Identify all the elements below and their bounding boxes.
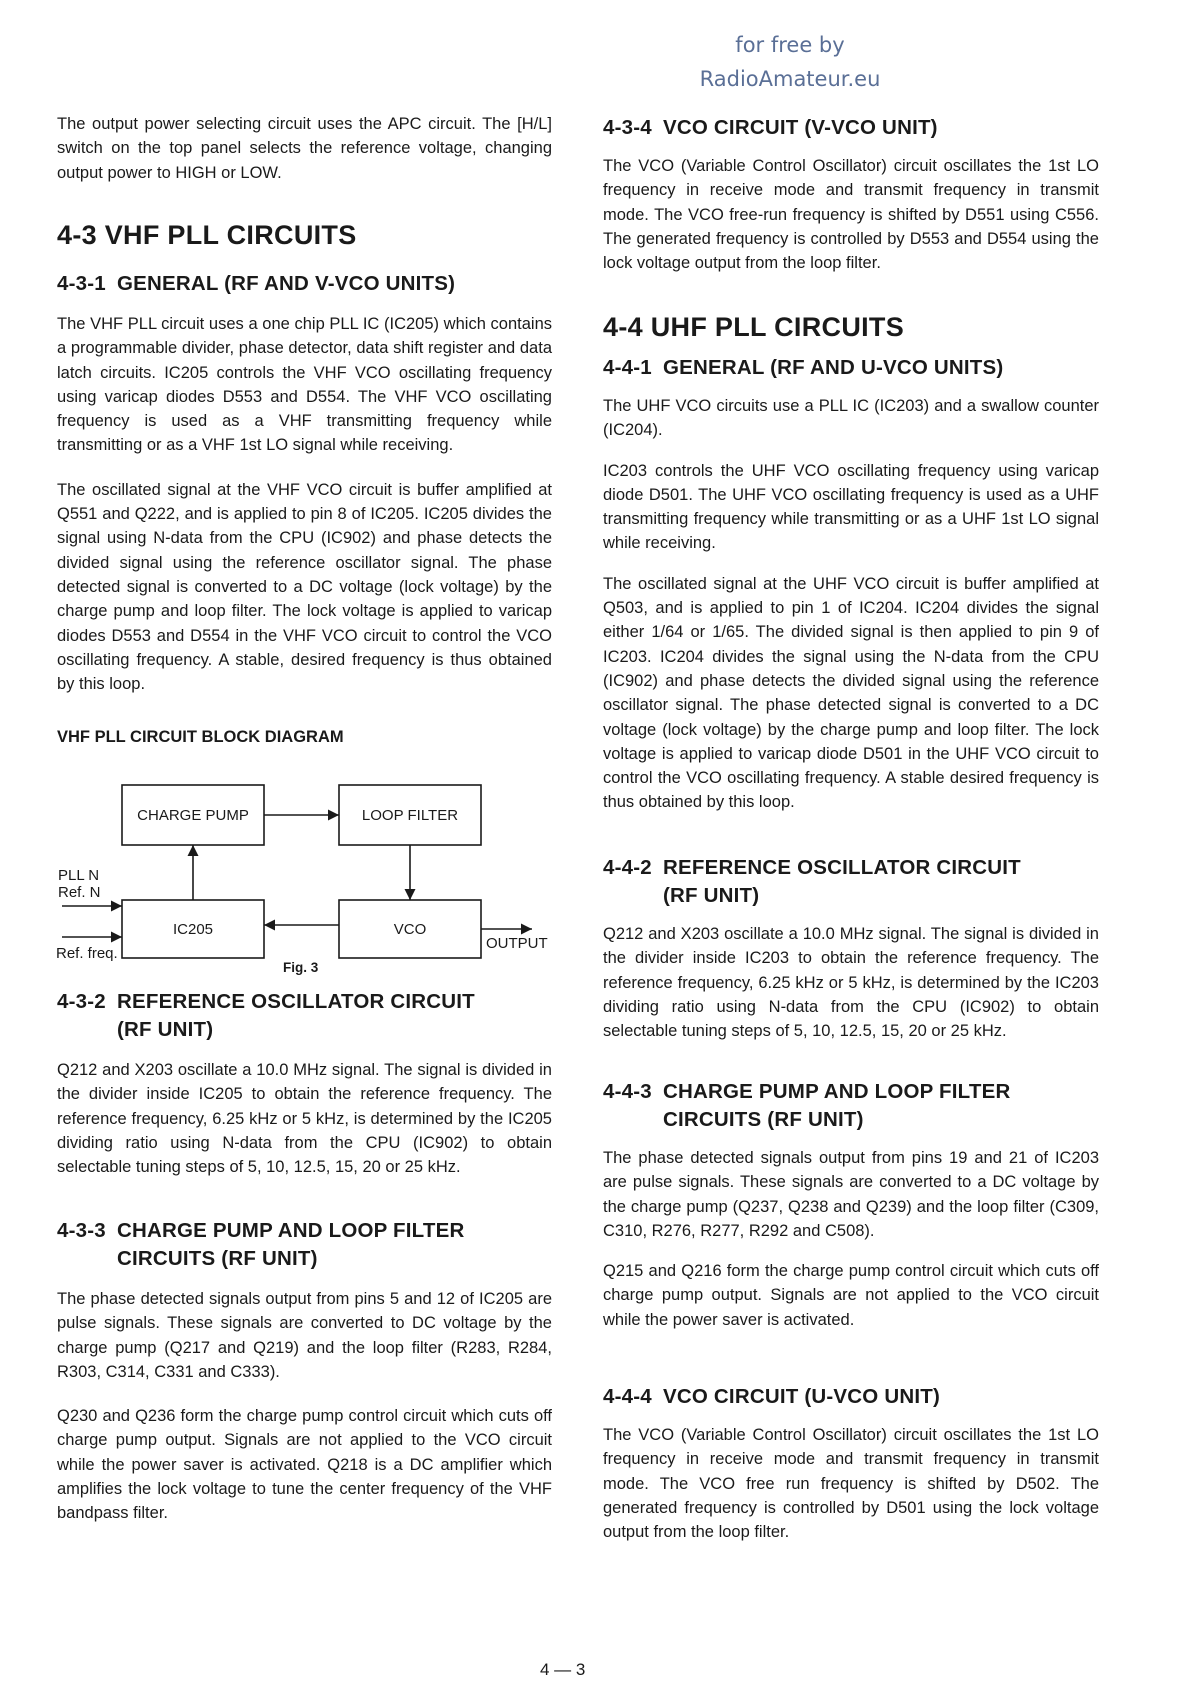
section-title: GENERAL (RF AND V-VCO UNITS) xyxy=(117,272,456,295)
section-title: CHARGE PUMP AND LOOP FILTER xyxy=(117,1219,465,1242)
section-4-4-1 xyxy=(603,354,1099,815)
section-4-4-1-heading xyxy=(603,354,1099,382)
section-4-4-heading xyxy=(603,312,1099,343)
section-4-3-heading xyxy=(57,220,552,251)
section-4-3-3-heading xyxy=(57,1217,552,1273)
section-title: REFERENCE OSCILLATOR CIRCUIT xyxy=(117,990,475,1013)
diagram-caption-block xyxy=(57,728,552,747)
vco-label: VCO xyxy=(393,921,427,938)
section-4-3-2-paragraph-1: Q212 and X203 oscillate a 10.0 MHz signal. The signal is divided in the divider inside IC205 to obtain the reference frequency. The reference frequency, 6.25 kHz or 5 kHz, is determined by the IC205 dividing ratio using N-data from the CPU (IC902) to obtain selectable tuning steps of 5, 10, 12.5, 15, 20 or 25 kHz. xyxy=(57,1061,552,1177)
section-title-continued: CIRCUITS (RF UNIT) xyxy=(117,1247,318,1270)
section-4-4-3-heading xyxy=(603,1078,1099,1134)
section-4-4-title: 4-4 UHF PLL CIRCUITS xyxy=(603,312,905,342)
watermark-line-1: for free by xyxy=(735,33,845,57)
section-number: 4-3-3 xyxy=(57,1219,106,1242)
section-4-4-4-paragraph-1: The VCO (Variable Control Oscillator) circuit oscillates the 1st LO frequency in receive mode and transmit frequency in transmit mode. The VCO free run frequency is shifted by D502. The generated frequency is controlled by D501 using the lock voltage output from the loop filter. xyxy=(603,1426,1099,1542)
section-4-4-3-paragraph-2: Q215 and Q216 form the charge pump control circuit which cuts off charge pump output. Signals are not applied to the VCO circuit while the power saver is activated. xyxy=(603,1262,1099,1329)
section-title-continued: (RF UNIT) xyxy=(117,1018,214,1041)
intro-paragraph: The output power selecting circuit uses the APC circuit. The [H/L] switch on the top panel selects the reference voltage, changing output power to HIGH or LOW. xyxy=(57,115,552,182)
section-4-3-title: 4-3 VHF PLL CIRCUITS xyxy=(57,220,357,250)
output-label: OUTPUT xyxy=(486,935,548,952)
section-4-4-1-paragraph-2: IC203 controls the UHF VCO oscillating frequency using varicap diode D501. The UHF VCO oscillating frequency is used as a UHF transmitting frequency while transmitting or as a UHF 1st LO signal while receiving. xyxy=(603,461,1099,553)
section-title-continued: CIRCUITS (RF UNIT) xyxy=(663,1108,864,1131)
ref-freq-label: Ref. freq. xyxy=(56,945,118,962)
pll-n-label: PLL N xyxy=(58,867,100,884)
section-4-4-1-paragraph-1: The UHF VCO circuits use a PLL IC (IC203) and a swallow counter (IC204). xyxy=(603,397,1099,440)
section-4-3-1-heading xyxy=(57,270,552,298)
section-4-3-1-paragraph-1: The VHF PLL circuit uses a one chip PLL IC (IC205) which contains a programmable divider, phase detector, data shift register and data latch circuits. IC205 controls the VHF VCO oscillating frequency using varicap diodes D553 and D554. The VHF VCO oscillating frequency is used as a VHF transmitting frequency while transmitting or as a VHF 1st LO signal while receiving. xyxy=(57,315,552,455)
section-number: 4-4-3 xyxy=(603,1080,652,1103)
section-title: VCO CIRCUIT (U-VCO UNIT) xyxy=(663,1385,940,1408)
watermark xyxy=(680,28,900,96)
section-title: VCO CIRCUIT (V-VCO UNIT) xyxy=(663,116,938,139)
section-4-3-3 xyxy=(57,1217,552,1526)
section-4-3-4 xyxy=(603,114,1099,275)
vhf-pll-block-diagram xyxy=(52,780,572,985)
section-4-4-2 xyxy=(603,854,1099,1043)
section-4-4-4-heading xyxy=(603,1383,1099,1411)
section-4-3-2-heading xyxy=(57,988,552,1044)
section-4-3-3-paragraph-1: The phase detected signals output from pins 5 and 12 of IC205 are pulse signals. These signals are converted to DC voltage by the charge pump (Q217 and Q219) and the loop filter (R283, R284, R303, C314, C331 and C333). xyxy=(57,1290,552,1381)
section-4-3-1 xyxy=(57,270,552,696)
section-4-3-4-paragraph-1: The VCO (Variable Control Oscillator) circuit oscillates the 1st LO frequency in receive mode and transmit frequency in transmit mode. The VCO free-run frequency is shifted by D551 using C556. The generated frequency is controlled by D553 and D554 using the lock voltage output from the loop filter. xyxy=(603,157,1099,273)
section-4-4-2-heading xyxy=(603,854,1099,910)
section-title-continued: (RF UNIT) xyxy=(663,884,760,907)
section-number: 4-3-4 xyxy=(603,116,652,139)
section-4-4-3-paragraph-1: The phase detected signals output from pins 19 and 21 of IC203 are pulse signals. These signals are converted to a DC voltage by the charge pump (Q237, Q238 and Q239) and the loop filter (C309, C310, R276, R277, R292 and C508). xyxy=(603,1149,1099,1240)
diagram-caption: VHF PLL CIRCUIT BLOCK DIAGRAM xyxy=(57,728,344,746)
loop-filter-label: LOOP FILTER xyxy=(361,807,459,824)
section-title: CHARGE PUMP AND LOOP FILTER xyxy=(663,1080,1011,1103)
watermark-line-2: RadioAmateur.eu xyxy=(699,67,881,91)
section-title: GENERAL (RF AND U-VCO UNITS) xyxy=(663,356,1004,379)
charge-pump-label: CHARGE PUMP xyxy=(137,807,249,824)
section-title: REFERENCE OSCILLATOR CIRCUIT xyxy=(663,856,1021,879)
section-4-3-4-heading xyxy=(603,114,1099,142)
section-4-4-3 xyxy=(603,1078,1099,1332)
section-number: 4-3-1 xyxy=(57,272,106,295)
section-number: 4-4-2 xyxy=(603,856,652,879)
ref-n-label: Ref. N xyxy=(58,884,101,901)
section-4-3-1-paragraph-2: The oscillated signal at the VHF VCO circuit is buffer amplified at Q551 and Q222, and is applied to pin 8 of IC205. IC205 divides the signal using N-data from the CPU (IC902) and phase detects the divided signal using the reference oscillator signal. The phase detected signal is converted to a DC voltage (lock voltage) by the charge pump and loop filter. The lock voltage is applied to varicap diodes D553 and D554 in the VHF VCO circuit to control the VCO oscillating frequency. A stable, desired frequency is thus obtained by this loop. xyxy=(57,480,552,694)
intro-block xyxy=(57,112,552,185)
section-4-4-2-paragraph-1: Q212 and X203 oscillate a 10.0 MHz signal. The signal is divided in the divider inside IC203 to obtain the reference frequency. The reference frequency, 6.25 kHz or 5 kHz, is determined by the IC203 dividing ratio using N-data from the CPU (IC902) to obtain selectable tuning steps of 5, 10, 12.5, 15, 20 or 25 kHz. xyxy=(603,925,1099,1041)
page-number: 4 — 3 xyxy=(540,1660,586,1679)
section-4-3-3-paragraph-2: Q230 and Q236 form the charge pump control circuit which cuts off charge pump output. Signals are not applied to the VCO circuit while the power saver is activated. Q218 is a DC amplifier which amplifies the lock voltage to tune the center frequency of the VHF bandpass filter. xyxy=(57,1407,552,1523)
section-4-4-4 xyxy=(603,1383,1099,1544)
section-number: 4-4-4 xyxy=(603,1385,652,1408)
figure-label: Fig. 3 xyxy=(283,960,319,975)
section-number: 4-4-1 xyxy=(603,356,652,379)
ic205-label: IC205 xyxy=(172,921,214,938)
section-number: 4-3-2 xyxy=(57,990,106,1013)
section-4-4-1-paragraph-3: The oscillated signal at the UHF VCO circuit is buffer amplified at Q503, and is applied to pin 1 of IC204. IC204 divides the signal either 1/64 or 1/65. The divided signal is then applied to pin 9 of IC203. IC204 divides the signal using the N-data from the CPU (IC902) and phase detects the divided signal using the reference oscillator signal. The phase detected signal is converted to a DC voltage (lock voltage) by the charge pump and loop filter. The lock voltage is applied to varicap diode D501 in the UHF VCO circuit to control the VCO oscillating frequency. A stable desired frequency is thus obtained by this loop. xyxy=(603,574,1099,812)
section-4-3-2 xyxy=(57,988,552,1179)
